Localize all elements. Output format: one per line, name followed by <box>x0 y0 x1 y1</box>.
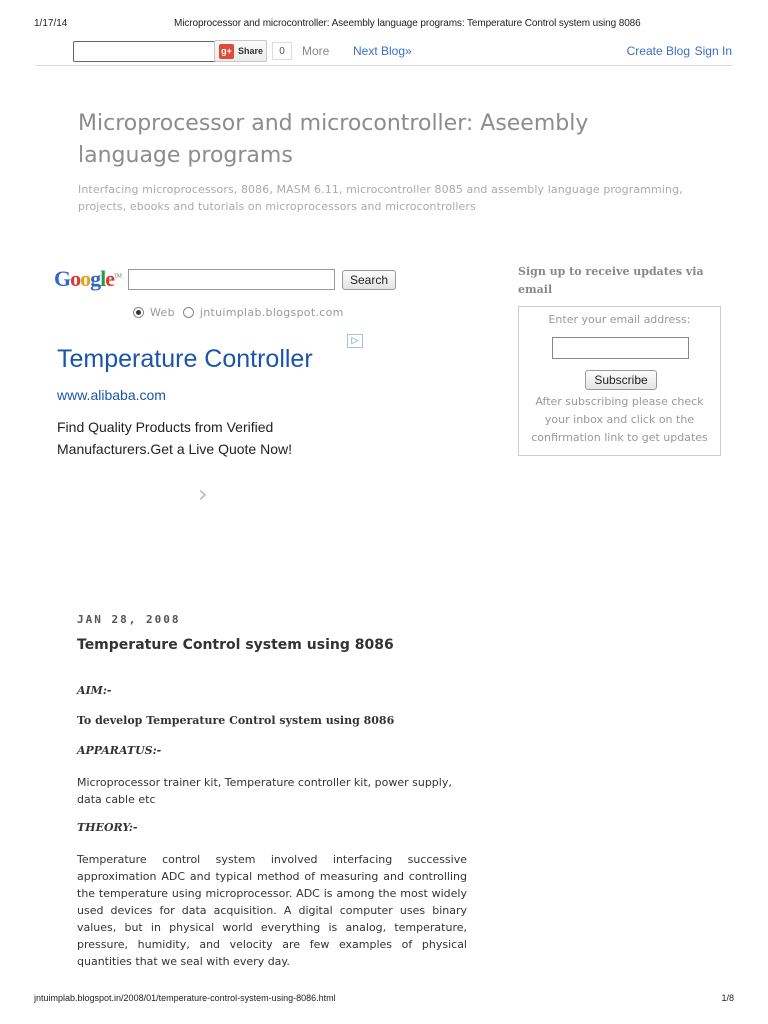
blogger-navbar <box>36 40 732 66</box>
more-link[interactable]: More <box>302 44 330 58</box>
email-label: Enter your email address: <box>548 313 691 326</box>
radio-web-label: Web <box>150 306 175 319</box>
footer-page-number: 1/8 <box>721 993 734 1003</box>
adchoices-icon[interactable]: ▷ <box>347 334 363 348</box>
footer-url: jntuimplab.blogspot.in/2008/01/temperature-control-system-using-8086.html <box>34 993 336 1003</box>
share-label: Share <box>238 46 264 56</box>
ad-url[interactable]: www.alibaba.com <box>57 387 166 403</box>
radio-site-label: jntuimplab.blogspot.com <box>199 306 344 319</box>
radio-web[interactable] <box>133 307 144 318</box>
ad-body: Find Quality Products from Verified Manufacturers.Get a Live Quote Now! <box>57 419 292 457</box>
theory-heading: THEORY:- <box>77 821 138 834</box>
email-input[interactable] <box>552 337 689 359</box>
share-button[interactable] <box>214 40 267 62</box>
google-search-button[interactable]: Search <box>342 270 396 290</box>
aim-text: To develop Temperature Control system using 8086 <box>77 714 395 727</box>
aim-heading: AIM:- <box>77 684 112 697</box>
theory-text: Temperature control system involved interfacing successive approximation ADC and typical method of measuring and controlling the temperature using microprocessor. ADC is among the most widely used devices for data acquisition. A digital computer uses binary values, but in physical world everything is analog, temperature, pressure, humidity, and velocity are few examples of physical quantities that we seal with every day. <box>77 853 467 968</box>
sign-in-link[interactable]: Sign In <box>694 44 732 58</box>
apparatus-text: Microprocessor trainer kit, Temperature controller kit, power supply, data cable etc <box>77 776 452 806</box>
post-title[interactable]: Temperature Control system using 8086 <box>77 637 394 653</box>
chevron-right-icon[interactable]: › <box>198 480 208 508</box>
share-count: 0 <box>272 42 292 60</box>
radio-site[interactable] <box>183 307 194 318</box>
search-scope-options <box>133 306 352 319</box>
blog-description: Interfacing microprocessors, 8086, MASM 6.11, microcontroller 8085 and assembly language programming, projects, ebooks and tutorials on microprocessors and microcontrollers <box>78 183 683 213</box>
post-date: JAN 28, 2008 <box>77 613 181 626</box>
print-date: 1/17/14 <box>34 18 68 29</box>
google-plus-icon: g+ <box>219 44 234 59</box>
google-search-input[interactable] <box>128 269 335 290</box>
next-blog-link[interactable]: Next Blog» <box>353 44 412 58</box>
google-logo: Google™ <box>54 266 122 291</box>
subscribe-widget <box>518 306 721 456</box>
print-title: Microprocessor and microcontroller: Aseembly language programs: Temperature Control system using 8086 <box>174 18 641 29</box>
create-blog-link[interactable]: Create Blog <box>626 44 690 58</box>
blog-title[interactable]: Microprocessor and microcontroller: Aseembly language programs <box>78 111 589 168</box>
apparatus-heading: APPARATUS:- <box>77 744 162 757</box>
subscribe-title: Sign up to receive updates via email <box>518 265 704 296</box>
ad-headline[interactable]: Temperature Controller <box>57 345 313 373</box>
subscribe-button[interactable]: Subscribe <box>585 370 657 390</box>
subscribe-note: After subscribing please check your inbox and click on the confirmation link to get updates <box>531 395 708 444</box>
